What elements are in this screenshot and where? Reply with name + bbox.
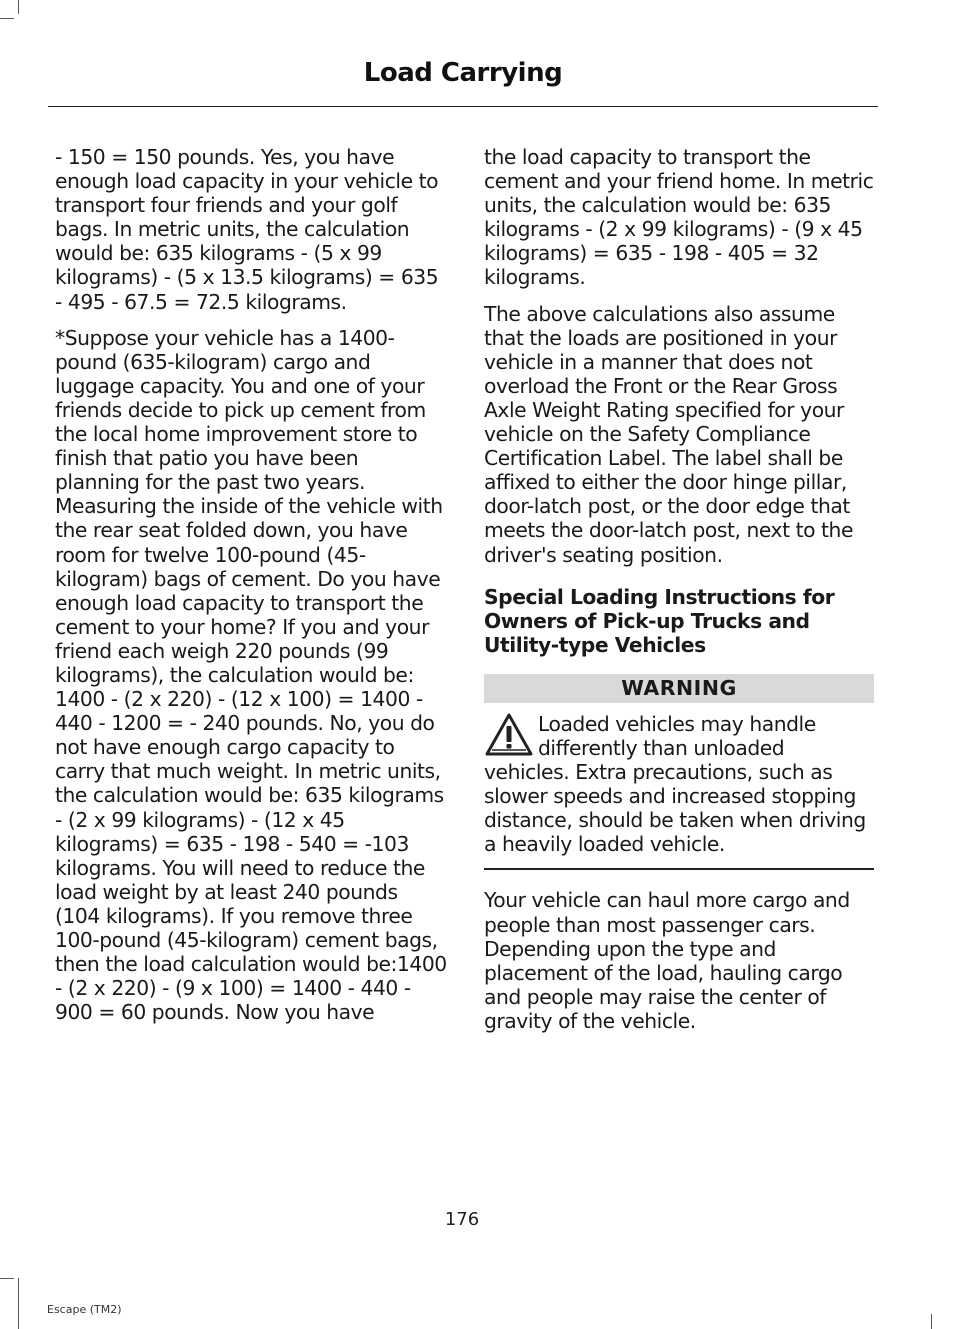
crop-mark [18, 0, 19, 14]
title-divider [48, 106, 878, 107]
document-label: Escape (TM2) [47, 1303, 122, 1316]
body-paragraph: The above calculations also assume that the loads are positioned in your vehicle in a manner that does not overload the Front or the Rear Gross Axle Weight Rating specified for your vehicle on the Safety Compliance Certification Label. The label shall be affixed to either the door hinge pillar, door-latch post, or the door edge that meets the door-latch post, next to the driver's seating position. [484, 301, 853, 567]
warning-text-block [484, 712, 874, 857]
left-column [55, 145, 447, 1036]
warning-label: WARNING [484, 674, 874, 703]
body-paragraph: - 150 = 150 pounds. Yes, you have enough load capacity in your vehicle to transport four friends and your golf bags. In metric units, the calculation would be: 635 kilograms - (5 x 99 kilograms) - (5 x 13.5 kilograms) = 635 - 495 - 67.5 = 72.5 kilograms. [55, 145, 439, 314]
warning-text: Loaded vehicles may handle differently than unloaded vehicles. Extra precautions, such as slower speeds and increased stopping distance, should be taken when driving a heavily loaded vehicle. [484, 711, 866, 857]
page-number: 176 [444, 1209, 480, 1230]
body-paragraph: Your vehicle can haul more cargo and people than most passenger cars. Depending upon the type and placement of the load, hauling cargo and people may raise the center of gravity of the vehicle. [484, 888, 850, 1033]
crop-mark [18, 1278, 19, 1329]
warning-triangle-icon [484, 712, 534, 758]
body-paragraph: *Suppose your vehicle has a 1400-pound (635-kilogram) cargo and luggage capacity. You and one of your friends decide to pick up cement from the local home improvement store to finish that patio you have been planning for the past two years. Measuring the inside of the vehicle with the rear seat folded down, you have room for twelve 100-pound (45-kilogram) bags of cement. Do you have enough load capacity to transport the cement to your home? If you and your friend each weigh 220 pounds (99 kilograms), the calculation would be: 1400 - (2 x 220) - (12 x 100) = 1400 - 440 - 1200 = - 240 pounds. No, you do not have enough cargo capacity to carry that much weight. In metric units, the calculation would be: 635 kilograms - (2 x 99 kilograms) - (12 x 45 kilograms) = 635 - 198 - 540 = -103 kilograms. You will need to reduce the load weight by at least 240 pounds (104 kilograms). If you remove three 100-pound (45-kilogram) cement bags, then the load calculation would be:1400 - (2 x 220) - (9 x 100) = 1400 - 440 - 900 = 60 pounds. Now you have [55, 325, 447, 1025]
right-column [484, 145, 874, 1045]
crop-mark [0, 1278, 14, 1279]
warning-divider [484, 868, 874, 870]
crop-mark [931, 1314, 932, 1329]
crop-mark [0, 18, 14, 19]
section-heading: Special Loading Instructions for Owners of Pick-up Trucks and Utility-type Vehicles [484, 584, 835, 657]
page-title: Load Carrying [363, 58, 563, 88]
body-paragraph: the load capacity to transport the cement and your friend home. In metric units, the calculation would be: 635 kilograms - (2 x 99 kilograms) - (9 x 45 kilograms) = 635 - 198 - 405 = 32 kilograms. [484, 145, 874, 290]
warning-box [484, 674, 874, 871]
